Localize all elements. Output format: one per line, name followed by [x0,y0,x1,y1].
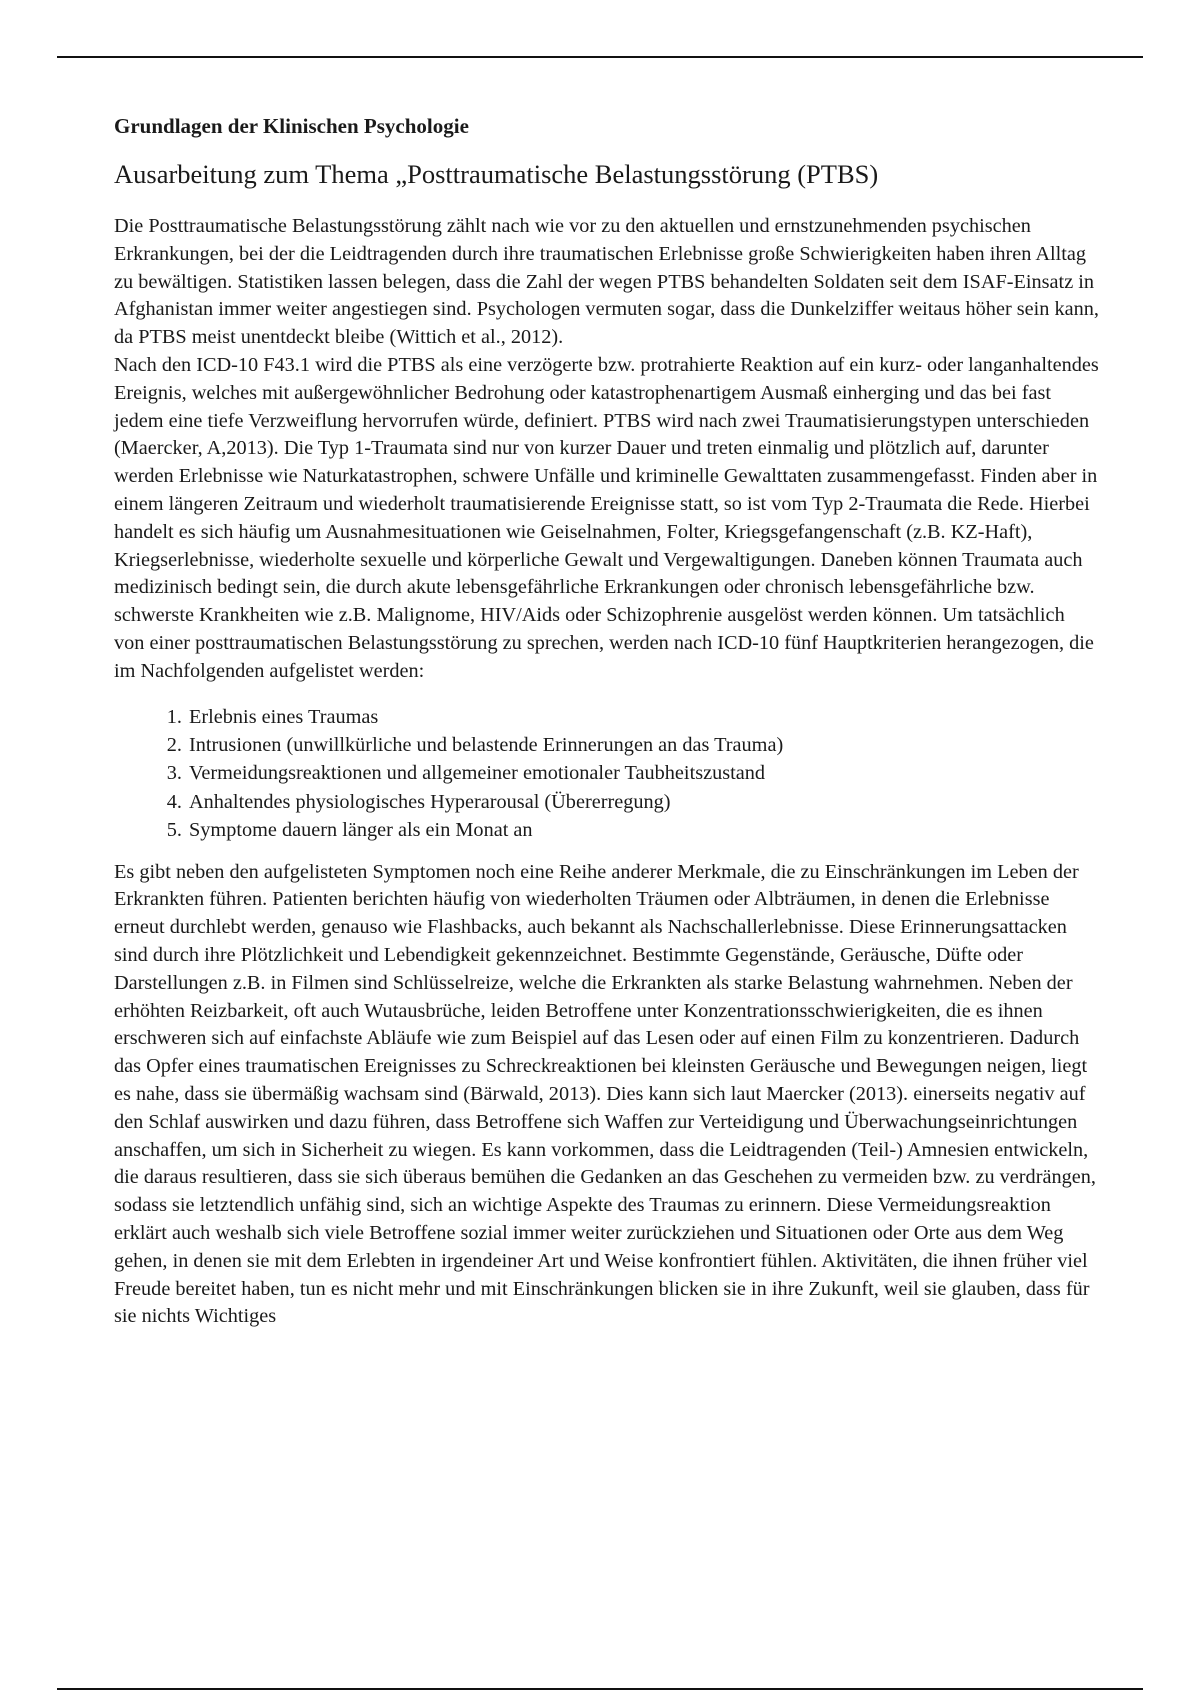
list-item: 2. Intrusionen (unwillkürliche und belastende Erinnerungen an das Trauma) [187,731,1099,759]
criteria-list [114,703,1099,845]
list-item: 4. Anhaltendes physiologisches Hyperarousal (Übererregung) [187,788,1099,816]
course-title: Grundlagen der Klinischen Psychologie [114,114,469,138]
bottom-divider [57,1688,1143,1690]
list-item: 5. Symptome dauern länger als ein Monat an [187,816,1099,844]
document-body [114,112,1099,1331]
paragraph-intro: Die Posttraumatische Belastungsstörung zählt nach wie vor zu den aktuellen und ernstzunehmenden psychischen Erkrankungen, bei der die Leidtragenden durch ihre traumatischen Erlebnisse große Schwierigkeiten haben ihren Alltag zu bewältigen. Statistiken lassen belegen, dass die Zahl der wegen PTBS behandelten Soldaten seit dem ISAF-Einsatz in Afghanistan immer weiter angestiegen sind. Psychologen vermuten sogar, dass die Dunkelziffer weitaus höher sein kann, da PTBS meist unentdeckt bleibe (Wittich et al., 2012). [114,215,1100,349]
paragraph-definition: Nach den ICD-10 F43.1 wird die PTBS als eine verzögerte bzw. protrahierte Reaktion auf ein kurz- oder langanhaltendes Ereignis, welches mit außergewöhnlicher Bedrohung oder katastrophenartigem Ausmaß einherging und das bei fast jedem eine tiefe Verzweiflung hervorrufen würde, definiert. PTBS wird nach zwei Traumatisierungstypen unterschieden (Maercker, A,2013). Die Typ 1-Traumata sind nur von kurzer Dauer und treten einmalig und plötzlich auf, darunter werden Erlebnisse wie Naturkatastrophen, schwere Unfälle und kriminelle Gewalttaten zusammengefasst. Finden aber in einem längeren Zeitraum und wiederholt traumatisierende Ereignisse statt, so ist vom Typ 2-Traumata die Rede. Hierbei handelt es sich häufig um Ausnahmesituationen wie Geiselnahmen, Folter, Kriegsgefangenschaft (z.B. KZ-Haft), Kriegserlebnisse, wiederholte sexuelle und körperliche Gewalt und Vergewaltigungen. Daneben können Traumata auch medizinisch bedingt sein, die durch akute lebensgefährliche Erkrankungen oder chronisch lebensgefährliche bzw. schwerste Krankheiten wie z.B. Malignome, HIV/Aids oder Schizophrenie ausgelöst werden können. Um tatsächlich von einer posttraumatischen Belastungsstörung zu sprechen, werden nach ICD-10 fünf Hauptkriterien herangezogen, die im Nachfolgenden aufgelistet werden: [114,353,1099,682]
paragraph-symptoms: Es gibt neben den aufgelisteten Symptomen noch eine Reihe anderer Merkmale, die zu Einschränkungen im Leben der Erkrankten führen. Patienten berichten häufig von wiederholten Träumen oder Albträumen, in denen die Erlebnisse erneut durchlebt werden, genauso wie Flashbacks, auch bekannt als Nachschallerlebnisse. Diese Erinnerungsattacken sind durch ihre Plötzlichkeit und Lebendigkeit gekennzeichnet. Bestimmte Gegenstände, Geräusche, Düfte oder Darstellungen z.B. in Filmen sind Schlüsselreize, welche die Erkrankten als starke Belastung wahrnehmen. Neben der erhöhten Reizbarkeit, oft auch Wutausbrüche, leiden Betroffene unter Konzentrationsschwierigkeiten, die es ihnen erschweren sich auf einfachste Abläufe wie zum Beispiel auf das Lesen oder auf einen Film zu konzentrieren. Dadurch das Opfer eines traumatischen Ereignisses zu Schreckreaktionen bei kleinsten Geräusche und Bewegungen neigen, liegt es nahe, dass sie übermäßig wachsam sind (Bärwald, 2013). Dies kann sich laut Maercker (2013). einerseits negativ auf den Schlaf auswirken und dazu führen, dass Betroffene sich Waffen zur Verteidigung und Überwachungseinrichtungen anschaffen, um sich in Sicherheit zu wiegen. Es kann vorkommen, dass die Leidtragenden (Teil-) Amnesien entwickeln, die daraus resultieren, dass sie sich überaus bemühen die Gedanken an das Geschehen zu vermeiden bzw. zu verdrängen, sodass sie letztendlich unfähig sind, sich an wichtige Aspekte des Traumas zu erinnern. Diese Vermeidungsreaktion erklärt auch weshalb sich viele Betroffene sozial immer weiter zurückziehen und Situationen oder Orte aus dem Weg gehen, in denen sie mit dem Erlebten in irgendeiner Art und Weise konfrontiert fühlen. Aktivitäten, die ihnen früher viel Freude bereitet haben, tun es nicht mehr und mit Einschränkungen blicken sie in ihre Zukunft, weil sie glauben, dass für sie nichts Wichtiges [114,860,1096,1328]
list-item: 1. Erlebnis eines Traumas [187,703,1099,731]
top-divider [57,56,1143,58]
list-item: 3. Vermeidungsreaktionen und allgemeiner emotionaler Taubheitszustand [187,759,1099,787]
document-title: Ausarbeitung zum Thema „Posttraumatische Belastungsstörung (PTBS) [114,159,879,189]
